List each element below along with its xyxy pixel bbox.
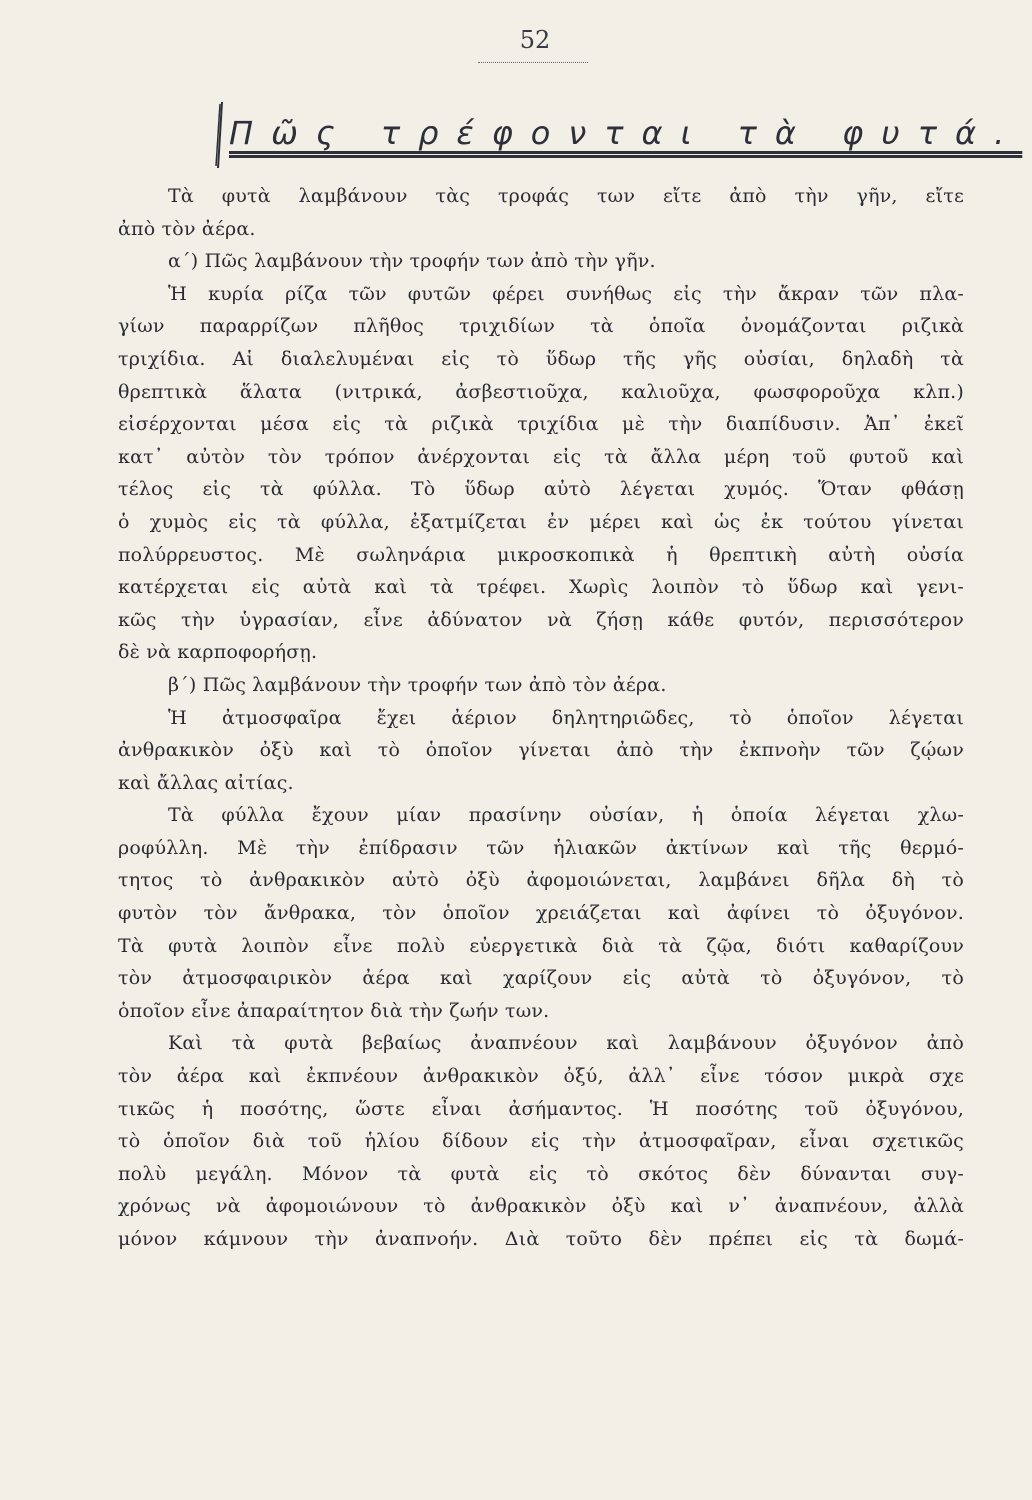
text-line: τὸν ἀέρα καὶ ἐκπνέουν ἀνθρακικὸν ὀξύ, ἀλλ᾽ εἶνε τόσον μικρὰ σχε (118, 1065, 964, 1088)
body-text (118, 180, 964, 1256)
text-line: Καὶ τὰ φυτὰ βεβαίως ἀναπνέουν καὶ λαμβάνουν ὀξυγόνον ἀπὸ (168, 1032, 964, 1055)
text-line: καὶ ἄλλας αἰτίας. (118, 771, 294, 794)
text-line: κῶς τὴν ὑγρασίαν, εἶνε ἀδύνατον νὰ ζήσῃ κάθε φυτόν, περισσότερον (118, 608, 964, 631)
text-line: ἀπὸ τὸν ἀέρα. (118, 217, 256, 240)
chapter-title-text: Πῶς τρέφονται τὰ φυτά. (229, 114, 1023, 152)
text-line: Τὰ φυτὰ λοιπὸν εἶνε πολὺ εὐεργετικὰ διὰ τὰ ζῷα, διότι καθαρίζουν (118, 934, 964, 957)
text-line: ροφύλλη. Μὲ τὴν ἐπίδρασιν τῶν ἡλιακῶν ἀκτίνων καὶ τῆς θερμό- (118, 836, 964, 859)
text-line: τριχίδια. Αἱ διαλελυμέναι εἰς τὸ ὕδωρ τῆς γῆς οὐσίαι, δηλαδὴ τὰ (118, 347, 964, 370)
text-line: τέλος εἰς τὰ φύλλα. Τὸ ὕδωρ αὐτὸ λέγεται χυμός. Ὅταν φθάσῃ (118, 478, 964, 501)
text-line: πολὺ μεγάλη. Μόνον τὰ φυτὰ εἰς τὸ σκότος δὲν δύνανται συγ- (118, 1162, 964, 1185)
text-line: Τὰ φύλλα ἔχουν μίαν πρασίνην οὐσίαν, ἡ ὁποία λέγεται χλω- (168, 804, 964, 827)
page-number-rule (478, 62, 588, 63)
text-line: φυτὸν τὸν ἄνθρακα, τὸν ὁποῖον χρειάζεται καὶ ἀφίνει τὸ ὀξυγόνον. (118, 902, 964, 925)
text-line: γίων παραρρίζων πλῆθος τριχιδίων τὰ ὁποῖα ὀνομάζονται ριζικὰ (118, 315, 964, 338)
text-line: τὸ ὁποῖον διὰ τοῦ ἡλίου δίδουν εἰς τὴν ἀτμοσφαῖραν, εἶναι σχετικῶς (118, 1130, 964, 1153)
text-line: κατέρχεται εἰς αὐτὰ καὶ τὰ τρέφει. Χωρὶς λοιπὸν τὸ ὕδωρ καὶ γενι- (118, 576, 964, 599)
text-line: τὸν ἀτμοσφαιρικὸν ἀέρα καὶ χαρίζουν εἰς αὐτὰ τὸ ὀξυγόνον, τὸ (118, 967, 964, 990)
text-line: ἀνθρακικὸν ὀξὺ καὶ τὸ ὁποῖον γίνεται ἀπὸ τὴν ἐκπνοὴν τῶν ζῴων (118, 739, 964, 762)
chapter-title (215, 100, 1023, 170)
section-heading-soil: α΄) Πῶς λαμβάνουν τὴν τροφήν των ἀπὸ τὴν γῆν. (168, 250, 656, 273)
text-line: Ἡ κυρία ρίζα τῶν φυτῶν φέρει συνήθως εἰς τὴν ἄκραν τῶν πλα- (168, 282, 964, 305)
text-line: πολύρρευστος. Μὲ σωληνάρια μικροσκοπικὰ ἡ θρεπτικὴ αὐτὴ οὐσία (118, 543, 964, 566)
text-line: μόνον κάμνουν τὴν ἀναπνοήν. Διὰ τοῦτο δὲν πρέπει εἰς τὰ δωμά- (118, 1228, 964, 1250)
text-line: τικῶς ἡ ποσότης, ὥστε εἶναι ἀσήμαντος. Ἡ ποσότης τοῦ ὀξυγόνου, (118, 1097, 964, 1120)
text-line: Τὰ φυτὰ λαμβάνουν τὰς τροφάς των εἴτε ἀπὸ τὴν γῆν, εἴτε (168, 185, 964, 207)
text-line: κατ᾽ αὐτὸν τὸν τρόπον ἀνέρχονται εἰς τὰ ἄλλα μέρη τοῦ φυτοῦ καὶ (118, 445, 964, 468)
section-heading-air: β΄) Πῶς λαμβάνουν τὴν τροφήν των ἀπὸ τὸν ἀέρα. (168, 673, 667, 696)
text-line: εἰσέρχονται μέσα εἰς τὰ ριζικὰ τριχίδια μὲ τὴν διαπίδυσιν. Ἀπ᾽ ἐκεῖ (118, 413, 964, 436)
text-line: Ἡ ἀτμοσφαῖρα ἔχει ἀέριον δηλητηριῶδες, τὸ ὁποῖον λέγεται (168, 706, 964, 729)
page-number: 52 (519, 26, 551, 54)
title-bracket-mark (215, 100, 223, 170)
text-line: ὁ χυμὸς εἰς τὰ φύλλα, ἐξατμίζεται ἐν μέρει καὶ ὡς ἐκ τούτου γίνεται (118, 510, 964, 533)
text-line: δὲ νὰ καρποφορήσῃ. (118, 641, 318, 664)
text-line: τητος τὸ ἀνθρακικὸν αὐτὸ ὀξὺ ἀφομοιώνεται, λαμβάνει δῆλα δὴ τὸ (118, 869, 964, 892)
text-line: ὁποῖον εἶνε ἀπαραίτητον διὰ τὴν ζωήν των. (118, 999, 550, 1022)
text-line: θρεπτικὰ ἅλατα (νιτρικά, ἀσβεστιοῦχα, καλιοῦχα, φωσφοροῦχα κλπ.) (118, 380, 964, 403)
text-line: χρόνως νὰ ἀφομοιώνουν τὸ ἀνθρακικὸν ὀξὺ καὶ ν᾽ ἀναπνέουν, ἀλλὰ (118, 1195, 964, 1218)
